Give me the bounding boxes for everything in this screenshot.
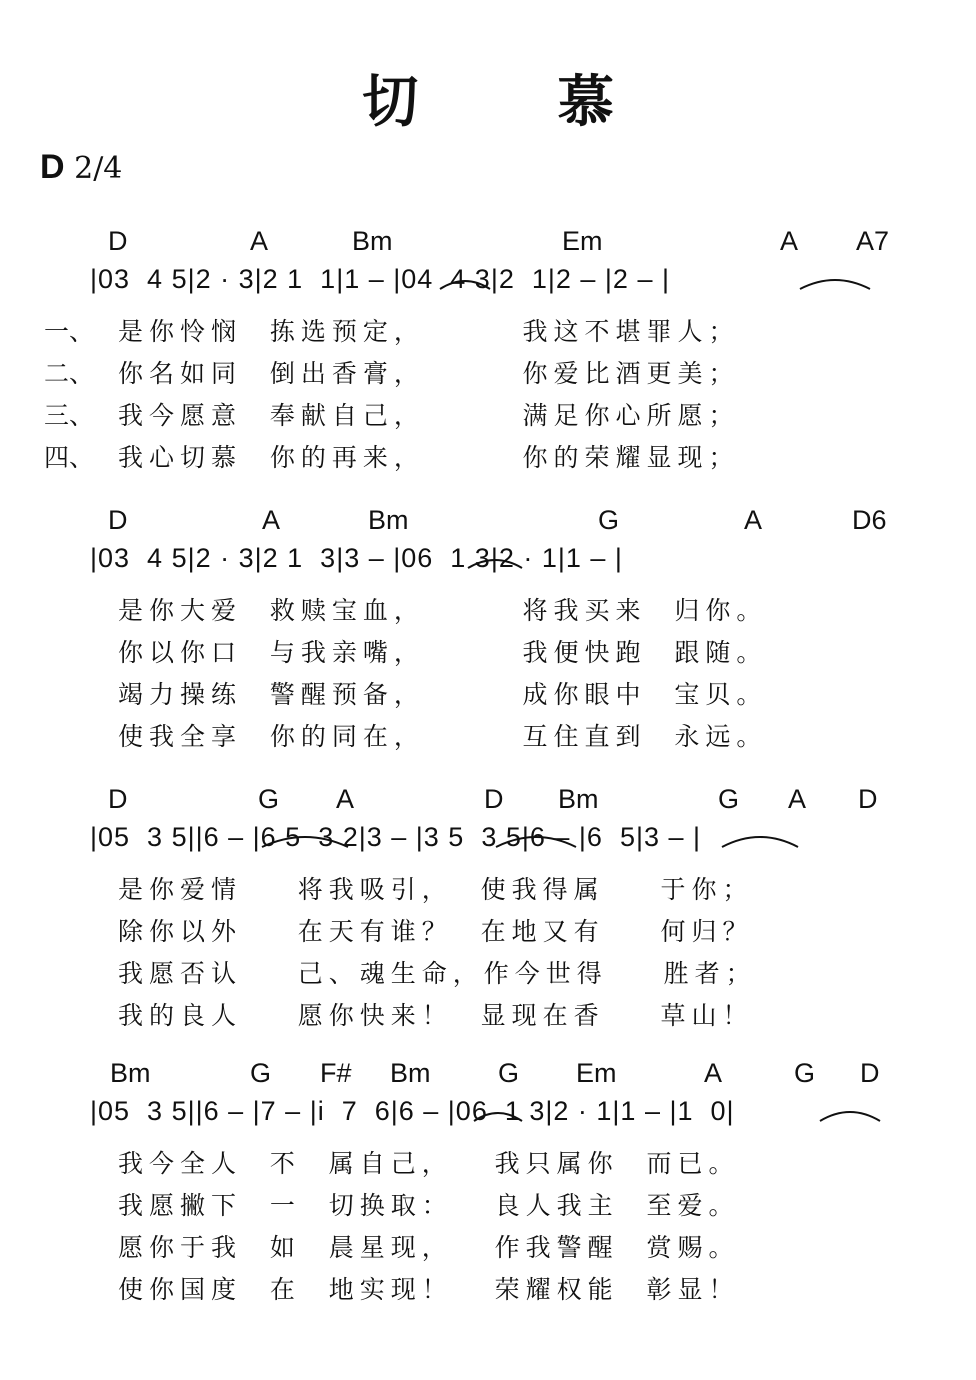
lyric-line: 竭力操练 警醒预备， 成你眼中 宝贝。 bbox=[118, 680, 768, 709]
chord: Em bbox=[562, 226, 603, 256]
chord: Bm bbox=[110, 1058, 151, 1088]
chord: A bbox=[262, 505, 281, 535]
notation-row: |03 4 5|2 · 3|2 1 3|3 – |06 1 3|2 · 1|1 – | bbox=[90, 543, 623, 573]
lyric-line: 是你爱情 将我吸引， 使我得属 于你； bbox=[118, 875, 754, 904]
chord: Bm bbox=[352, 226, 393, 256]
chord: G bbox=[498, 1058, 520, 1088]
time-signature: 2/4 bbox=[74, 151, 123, 186]
chord: D bbox=[108, 784, 128, 814]
chord: D bbox=[108, 505, 128, 535]
chord: Bm bbox=[558, 784, 599, 814]
chord: A bbox=[336, 784, 355, 814]
lyric-line: 我今全人 不 属自己， 我只属你 而已。 bbox=[118, 1149, 740, 1178]
chord: Bm bbox=[368, 505, 409, 535]
lyric-line: 使你国度 在 地实现！ 荣耀权能 彰显！ bbox=[118, 1275, 740, 1304]
lyric-line: 我心切慕 你的再来， 你的荣耀显现； bbox=[118, 443, 740, 472]
section-4 bbox=[0, 1058, 976, 1328]
chord: A bbox=[744, 505, 763, 535]
notation-row: |03 4 5|2 · 3|2 1 1|1 – |04 4 3|2 1|2 – |2 – | bbox=[90, 264, 670, 294]
chord: D bbox=[484, 784, 504, 814]
notation-row: |05 3 5||6 – |7 – |i 7 6|6 – |06 1 3|2 · 1|1 – |1 0| bbox=[90, 1096, 735, 1126]
chord: G bbox=[250, 1058, 272, 1088]
chord: A bbox=[780, 226, 799, 256]
chord: A bbox=[704, 1058, 723, 1088]
song-title: 切 慕 bbox=[362, 69, 674, 135]
chord: A7 bbox=[856, 226, 890, 256]
lyric-line: 是你怜悯 拣选预定， 我这不堪罪人； bbox=[118, 317, 740, 346]
section-3 bbox=[0, 784, 976, 1054]
chord: D bbox=[860, 1058, 880, 1088]
lyric-line: 我愿否认 己、魂生命，作今世得 胜者； bbox=[118, 959, 757, 988]
chord: A bbox=[250, 226, 269, 256]
verse-number: 三、 bbox=[44, 401, 95, 430]
key-signature bbox=[40, 148, 122, 187]
chord: A bbox=[788, 784, 807, 814]
verse-number: 二、 bbox=[44, 359, 95, 388]
chord: G bbox=[794, 1058, 816, 1088]
chord: D bbox=[108, 226, 128, 256]
chord: F# bbox=[320, 1058, 352, 1088]
lyric-line: 我的良人 愿你快来！ 显现在香 草山！ bbox=[118, 1001, 754, 1030]
section-1 bbox=[0, 226, 976, 496]
chord: D6 bbox=[852, 505, 887, 535]
lyric-line: 愿你于我 如 晨星现， 作我警醒 赏赐。 bbox=[118, 1233, 740, 1262]
lyric-line: 我今愿意 奉献自己， 满足你心所愿； bbox=[118, 401, 740, 430]
key: D bbox=[40, 148, 65, 186]
chord: G bbox=[718, 784, 740, 814]
section-2 bbox=[0, 505, 976, 775]
lyric-line: 是你大爱 救赎宝血， 将我买来 归你。 bbox=[118, 596, 768, 625]
chord: G bbox=[258, 784, 280, 814]
chord: D bbox=[858, 784, 878, 814]
chord: G bbox=[598, 505, 620, 535]
chord: Bm bbox=[390, 1058, 431, 1088]
chord: Em bbox=[576, 1058, 617, 1088]
verse-number: 一、 bbox=[44, 317, 95, 346]
verse-number: 四、 bbox=[44, 443, 95, 472]
lyric-line: 除你以外 在天有谁？ 在地又有 何归？ bbox=[118, 917, 754, 946]
notation-row: |05 3 5||6 – |6 5 3 2|3 – |3 5 3 5|6 – |6 5|3 – | bbox=[90, 822, 702, 852]
lyric-line: 你名如同 倒出香膏， 你爱比酒更美； bbox=[118, 359, 740, 388]
lyric-line: 你以你口 与我亲嘴， 我便快跑 跟随。 bbox=[118, 638, 768, 667]
lyric-line: 使我全享 你的同在， 互住直到 永远。 bbox=[118, 722, 768, 751]
lyric-line: 我愿撇下 一 切换取： 良人我主 至爱。 bbox=[118, 1191, 740, 1220]
